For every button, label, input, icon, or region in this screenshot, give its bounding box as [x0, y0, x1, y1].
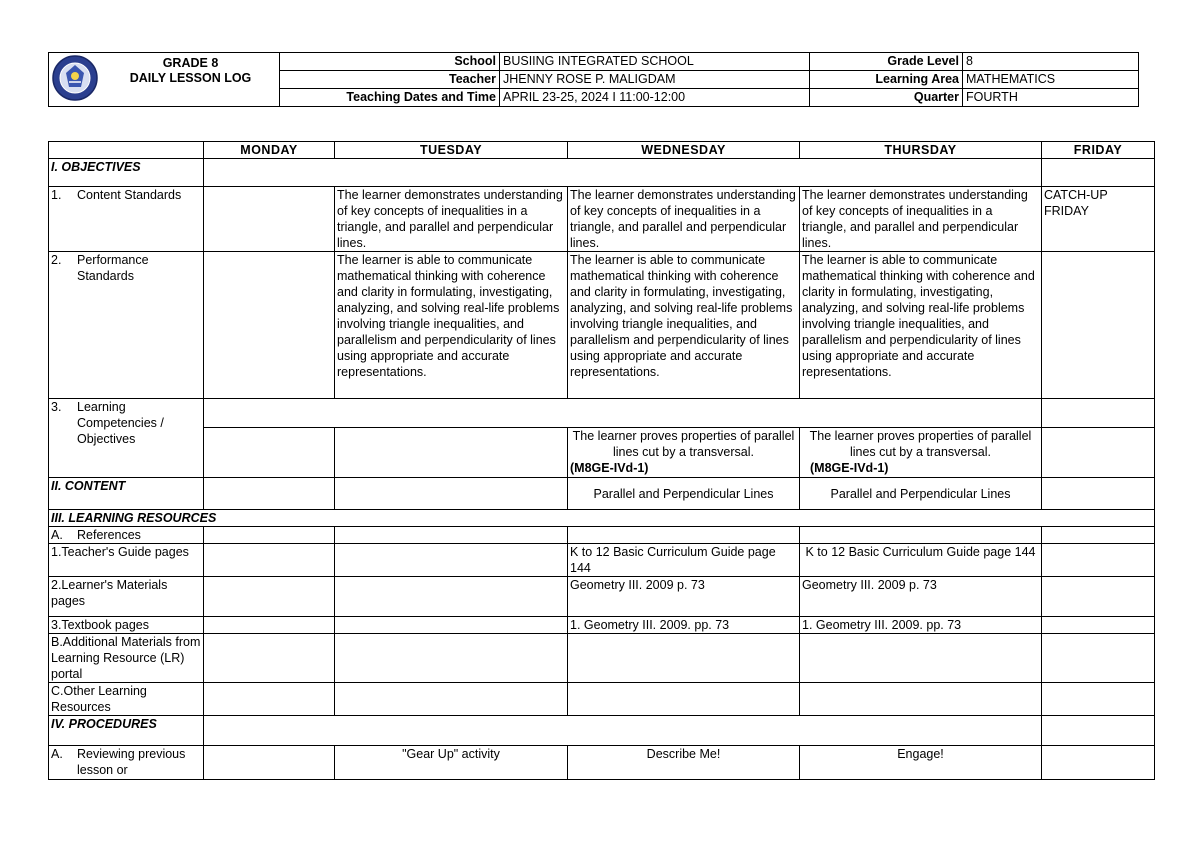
- day-friday: FRIDAY: [1042, 142, 1155, 159]
- content-standards-tuesday: The learner demonstrates understanding of key concepts of inequalities in a triangle, and parallel and perpendicular lines.: [335, 187, 568, 252]
- procedures-heading: IV. PROCEDURES: [49, 716, 204, 746]
- competencies-label-cell: [49, 399, 204, 478]
- reviewing-thursday: Engage!: [800, 746, 1042, 780]
- content-monday: [204, 478, 335, 510]
- reviewing-label-cell: [49, 746, 204, 780]
- content-standards-wednesday: The learner demonstrates understanding of key concepts of inequalities in a triangle, and parallel and perpendicular lines.: [568, 187, 800, 252]
- learners-materials-wednesday: Geometry III. 2009 p. 73: [568, 577, 800, 617]
- competencies-thursday-text: The learner proves properties of parallel lines cut by a transversal.: [809, 429, 1032, 459]
- teacher-value: JHENNY ROSE P. MALIGDAM: [500, 71, 810, 89]
- competencies-monday: [204, 428, 335, 478]
- additional-materials-tuesday: [335, 634, 568, 683]
- day-tuesday: TUESDAY: [335, 142, 568, 159]
- other-resources-monday: [204, 683, 335, 716]
- learners-materials-row: [49, 577, 1155, 617]
- day-wednesday: WEDNESDAY: [568, 142, 800, 159]
- learning-area-value: MATHEMATICS: [963, 71, 1139, 89]
- additional-materials-friday: [1042, 634, 1155, 683]
- performance-standards-monday: [204, 252, 335, 399]
- learners-materials-tuesday: [335, 577, 568, 617]
- learners-materials-monday: [204, 577, 335, 617]
- learners-materials-label: 2.Learner's Materials pages: [49, 577, 204, 617]
- learning-area-label: Learning Area: [810, 71, 963, 89]
- content-row: [49, 478, 1155, 510]
- performance-standards-label: Performance Standards: [77, 253, 149, 283]
- competencies-top-friday: [1042, 399, 1155, 428]
- competencies-thursday-code: (M8GE-IVd-1): [810, 461, 889, 475]
- header-table: [48, 52, 1139, 107]
- content-standards-friday: CATCH-UP FRIDAY: [1042, 187, 1155, 252]
- learners-materials-friday: [1042, 577, 1155, 617]
- competencies-wednesday: [568, 428, 800, 478]
- objectives-friday-blank: [1042, 159, 1155, 187]
- content-friday: [1042, 478, 1155, 510]
- competencies-row: [49, 428, 1155, 478]
- references-label-cell: [49, 527, 204, 544]
- lesson-log-table: [48, 141, 1155, 780]
- grade-label: GRADE 8: [162, 56, 219, 70]
- header-title-cell: [49, 53, 280, 107]
- dates-value: APRIL 23-25, 2024 I 11:00-12:00: [500, 89, 810, 107]
- teachers-guide-thursday: K to 12 Basic Curriculum Guide page 144: [800, 544, 1042, 577]
- quarter-label: Quarter: [810, 89, 963, 107]
- additional-materials-row: [49, 634, 1155, 683]
- textbook-row: [49, 617, 1155, 634]
- day-thursday: THURSDAY: [800, 142, 1042, 159]
- learners-materials-thursday: Geometry III. 2009 p. 73: [800, 577, 1042, 617]
- procedures-blank: [204, 716, 1042, 746]
- textbook-thursday: 1. Geometry III. 2009. pp. 73: [800, 617, 1042, 634]
- content-standards-row: [49, 187, 1155, 252]
- teachers-guide-friday: [1042, 544, 1155, 577]
- other-resources-label: C.Other Learning Resources: [49, 683, 204, 716]
- content-standards-thursday: The learner demonstrates understanding of key concepts of inequalities in a triangle, and parallel and perpendicular lines.: [800, 187, 1042, 252]
- other-resources-row: [49, 683, 1155, 716]
- reviewing-friday: [1042, 746, 1155, 780]
- content-tuesday: [335, 478, 568, 510]
- content-wednesday: Parallel and Perpendicular Lines: [568, 478, 800, 510]
- teachers-guide-monday: [204, 544, 335, 577]
- competencies-row-top: [49, 399, 1155, 428]
- competencies-label: Learning Competencies / Objectives: [77, 400, 164, 446]
- other-resources-tuesday: [335, 683, 568, 716]
- reviewing-row: [49, 746, 1155, 780]
- quarter-value: FOURTH: [963, 89, 1139, 107]
- teachers-guide-label: 1.Teacher's Guide pages: [49, 544, 204, 577]
- references-wednesday: [568, 527, 800, 544]
- competencies-wednesday-text: The learner proves properties of parallel lines cut by a transversal.: [572, 429, 795, 459]
- objectives-heading: I. OBJECTIVES: [49, 159, 204, 187]
- competencies-tuesday: [335, 428, 568, 478]
- additional-materials-wednesday: [568, 634, 800, 683]
- resources-section-row: [49, 510, 1155, 527]
- resources-heading: III. LEARNING RESOURCES: [49, 510, 1155, 527]
- grade-level-value: 8: [963, 53, 1139, 71]
- competencies-top-blank: [204, 399, 1042, 428]
- school-label: School: [280, 53, 500, 71]
- deped-seal-icon: [51, 54, 99, 102]
- reviewing-wednesday: Describe Me!: [568, 746, 800, 780]
- references-row: [49, 527, 1155, 544]
- additional-materials-label: B.Additional Materials from Learning Resource (LR) portal: [49, 634, 204, 683]
- performance-standards-thursday: The learner is able to communicate mathematical thinking with coherence and clarity in formulating, investigating, analyzing, and solving real-life problems involving triangle inequalities, and parallelism and perpendicularity of lines using appropriate and accurate representations.: [800, 252, 1042, 399]
- references-friday: [1042, 527, 1155, 544]
- performance-standards-label-cell: [49, 252, 204, 399]
- procedures-section-row: [49, 716, 1155, 746]
- textbook-label: 3.Textbook pages: [49, 617, 204, 634]
- textbook-monday: [204, 617, 335, 634]
- school-value: BUSIING INTEGRATED SCHOOL: [500, 53, 810, 71]
- competencies-friday: [1042, 428, 1155, 478]
- performance-standards-row: [49, 252, 1155, 399]
- day-monday: MONDAY: [204, 142, 335, 159]
- objectives-blank: [204, 159, 1042, 187]
- competencies-wednesday-code: (M8GE-IVd-1): [570, 461, 649, 475]
- performance-standards-tuesday: The learner is able to communicate mathematical thinking with coherence and clarity in formulating, investigating, analyzing, and solving real-life problems involving triangle inequalities, and parallelism and perpendicularity of lines using appropriate and accurate representations.: [335, 252, 568, 399]
- other-resources-wednesday: [568, 683, 800, 716]
- day-header-row: [49, 142, 1155, 159]
- additional-materials-thursday: [800, 634, 1042, 683]
- procedures-friday-blank: [1042, 716, 1155, 746]
- grade-level-label: Grade Level: [810, 53, 963, 71]
- log-title: DAILY LESSON LOG: [129, 71, 252, 85]
- references-monday: [204, 527, 335, 544]
- competencies-num: 3.: [51, 400, 62, 414]
- corner-cell: [49, 142, 204, 159]
- teachers-guide-row: [49, 544, 1155, 577]
- textbook-wednesday: 1. Geometry III. 2009. pp. 73: [568, 617, 800, 634]
- content-thursday: Parallel and Perpendicular Lines: [800, 478, 1042, 510]
- references-tuesday: [335, 527, 568, 544]
- reviewing-monday: [204, 746, 335, 780]
- teachers-guide-wednesday: K to 12 Basic Curriculum Guide page 144: [568, 544, 800, 577]
- teachers-guide-tuesday: [335, 544, 568, 577]
- objectives-section-row: [49, 159, 1155, 187]
- content-heading: II. CONTENT: [49, 478, 204, 510]
- content-standards-monday: [204, 187, 335, 252]
- textbook-friday: [1042, 617, 1155, 634]
- performance-standards-friday: [1042, 252, 1155, 399]
- references-label: References: [77, 528, 141, 542]
- references-num: A.: [51, 528, 63, 542]
- references-thursday: [800, 527, 1042, 544]
- performance-standards-num: 2.: [51, 253, 62, 267]
- content-standards-num: 1.: [51, 188, 62, 202]
- textbook-tuesday: [335, 617, 568, 634]
- performance-standards-wednesday: The learner is able to communicate mathematical thinking with coherence and clarity in formulating, investigating, analyzing, and solving real-life problems involving triangle inequalities, and parallelism and perpendicularity of lines using appropriate and accurate representations.: [568, 252, 800, 399]
- content-standards-label-cell: [49, 187, 204, 252]
- reviewing-tuesday: "Gear Up" activity: [335, 746, 568, 780]
- other-resources-friday: [1042, 683, 1155, 716]
- competencies-thursday: [800, 428, 1042, 478]
- other-resources-thursday: [800, 683, 1042, 716]
- reviewing-label: Reviewing previous lesson or: [77, 747, 186, 777]
- content-standards-label: Content Standards: [77, 188, 182, 202]
- reviewing-num: A.: [51, 747, 63, 761]
- teacher-label: Teacher: [280, 71, 500, 89]
- additional-materials-monday: [204, 634, 335, 683]
- dates-label: Teaching Dates and Time: [280, 89, 500, 107]
